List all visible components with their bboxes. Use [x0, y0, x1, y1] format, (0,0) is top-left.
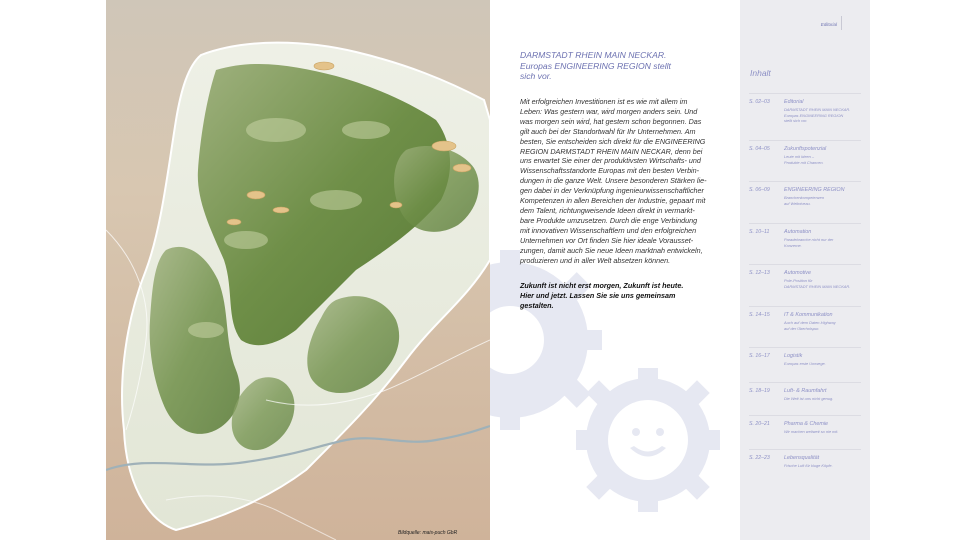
toc-entry[interactable]: [749, 312, 867, 342]
toc-entry[interactable]: [749, 99, 867, 129]
toc-desc-line: Konzerne.: [784, 242, 802, 248]
article-body: [520, 97, 728, 265]
body-line: Leben: Was gestern war, wird morgen anders sein. Und: [520, 106, 698, 116]
toc-entry-description: [784, 154, 824, 165]
toc-divider: [749, 306, 861, 307]
toc-entry-description: [784, 278, 850, 289]
body-line: Mit erfolgreichen Investitionen ist es wie mit allem im: [520, 97, 688, 106]
toc-divider: [749, 181, 861, 182]
toc-desc-line: Pole-Position für: [784, 278, 813, 283]
toc-entry-description: [784, 429, 838, 435]
body-line: Wissenschaftsstandorte Europas mit den besten Verbin-: [520, 166, 700, 176]
toc-entry[interactable]: [749, 229, 867, 259]
toc-page-range: S. 20–21: [749, 421, 770, 427]
toc-page-range: S. 14–15: [749, 312, 770, 318]
toc-divider: [749, 449, 861, 450]
aerial-region-map: [106, 0, 490, 540]
toc-entry[interactable]: [749, 421, 867, 451]
closing-line: Hier und jetzt. Lassen Sie sie uns gemeinsam: [520, 290, 676, 300]
toc-entry-title: Pharma & Chemie: [784, 421, 829, 427]
toc-divider: [749, 415, 861, 416]
toc-desc-line: auf Weltniveau.: [784, 200, 811, 206]
body-line: Kompetenzen in allen Bereichen der Industrie, gepaart mit: [520, 196, 706, 206]
body-line: REGION DARMSTADT RHEIN MAIN NECKAR, denn bei: [520, 146, 703, 156]
toc-entry-title: IT & Kommunikation: [784, 312, 833, 318]
table-of-contents: [740, 0, 870, 540]
headline-line: Europas ENGINEERING REGION stellt: [520, 60, 671, 71]
toc-entry-description: [784, 107, 850, 124]
toc-divider: [749, 347, 861, 348]
toc-desc-line: Auch auf dem Daten-Highway: [784, 320, 836, 325]
toc-entry[interactable]: [749, 455, 867, 485]
toc-desc-line: Branchenkompetenzen: [784, 195, 825, 200]
toc-entry-title: Luft- & Raumfahrt: [784, 388, 827, 394]
body-line: dem Talent, richtungweisende Ideen direkt in vermarkt-: [520, 205, 695, 215]
body-line: Unternehmen vor Ort finden Sie hier ideale Vorausset-: [520, 235, 694, 245]
toc-entry[interactable]: [749, 388, 867, 418]
toc-entry-description: [784, 320, 836, 331]
toc-entry-title: Lebensqualität: [784, 455, 820, 461]
toc-desc-line: DARMSTADT RHEIN MAIN NECKAR.: [784, 107, 851, 112]
toc-divider: [749, 264, 861, 265]
headline-line: sich vor.: [520, 71, 552, 81]
toc-entry-description: [784, 361, 826, 367]
toc-desc-line: DARMSTADT RHEIN MAIN NECKAR.: [784, 283, 851, 289]
toc-page-range: S. 04–05: [749, 146, 770, 152]
headline-line: DARMSTADT RHEIN MAIN NECKAR.: [520, 50, 667, 60]
toc-page-range: S. 06–09: [749, 187, 770, 193]
toc-desc-line: Produkte mit Chancen.: [784, 159, 824, 165]
toc-desc-line: Europas erste Umwege.: [784, 361, 826, 366]
toc-entry-title: Automation: [784, 229, 812, 235]
body-line: dungen in die ganze Welt. Unsere besonderen Stärken lie-: [520, 176, 707, 186]
toc-divider: [749, 93, 861, 94]
toc-entry-title: Automotive: [784, 270, 811, 276]
toc-desc-line: Leute mit Ideen –: [784, 154, 815, 159]
toc-entry-title: Editorial: [784, 99, 804, 105]
toc-entry-title: Zukunftspotenzial: [784, 146, 827, 152]
map-illustration: [106, 0, 490, 540]
body-line: uns erwartet Sie einer der produktivsten Wirtschafts- und: [520, 156, 701, 166]
toc-entry[interactable]: [749, 187, 867, 217]
toc-desc-line: stellt sich vor.: [784, 118, 808, 124]
body-line: produzieren und in aller Welt absetzen können.: [520, 255, 671, 265]
toc-entry[interactable]: [749, 270, 867, 300]
toc-page-range: S. 12–13: [749, 270, 770, 276]
body-line: bare Produkte umzusetzen. Durch die enge Verbindung: [520, 215, 698, 225]
toc-page-range: S. 02–03: [749, 99, 770, 105]
image-credit: Bildquelle: mais-puch GbR: [398, 530, 458, 536]
toc-desc-line: auf der Überholspur.: [784, 325, 820, 331]
toc-entry-description: [784, 195, 824, 206]
body-line: besten, Sie entscheiden sich direkt für die ENGINEERING: [520, 136, 706, 146]
toc-entry-description: [784, 396, 833, 402]
toc-page-range: S. 22–23: [749, 455, 770, 461]
toc-entry-title: ENGINEERING REGION: [784, 187, 845, 193]
toc-divider: [749, 382, 861, 383]
body-line: mit innovativen Wissenschaftlern und den erfolgreichen: [520, 225, 697, 235]
toc-entry-title: Logistik: [784, 353, 803, 359]
toc-entry-description: [784, 463, 833, 469]
body-line: zungen, damit auch Sie neue Ideen marktnah entwickeln,: [520, 245, 703, 255]
body-line: gen dabei in der Verknüpfung ingenieurwissenschaftlicher: [520, 186, 704, 196]
current-section-label: Editorial: [820, 22, 837, 27]
body-line: gilt auch bei der Standortwahl für Ihr Unternehmen. Am: [520, 126, 696, 136]
toc-desc-line: Wir machen weltweit so nie mit.: [784, 429, 839, 434]
toc-page-range: S. 10–11: [749, 229, 770, 235]
toc-divider: [749, 223, 861, 224]
toc-desc-line: Europas ENGINEERING REGION: [784, 112, 844, 118]
toc-title: Inhalt: [750, 68, 771, 78]
closing-line: gestalten.: [520, 300, 554, 310]
editorial-article: [490, 0, 740, 540]
toc-desc-line: Frische Luft für kluge Köpfe.: [784, 463, 833, 468]
toc-page-range: S. 18–19: [749, 388, 770, 394]
body-line: was morgen sein wird, hat gestern schon begonnen. Das: [520, 116, 702, 126]
header-divider: [841, 16, 842, 30]
toc-desc-line: Paradebranche nicht nur der: [784, 237, 834, 242]
toc-entry[interactable]: [749, 353, 867, 383]
toc-divider: [749, 140, 861, 141]
closing-line: Zukunft ist nicht erst morgen, Zukunft ist heute.: [520, 281, 684, 290]
toc-entry-description: [784, 237, 833, 248]
article-closing: [520, 281, 728, 311]
toc-entry[interactable]: [749, 146, 867, 176]
toc-desc-line: Die Welt ist uns nicht genug.: [784, 396, 834, 401]
article-headline: [520, 50, 720, 82]
toc-page-range: S. 16–17: [749, 353, 770, 359]
